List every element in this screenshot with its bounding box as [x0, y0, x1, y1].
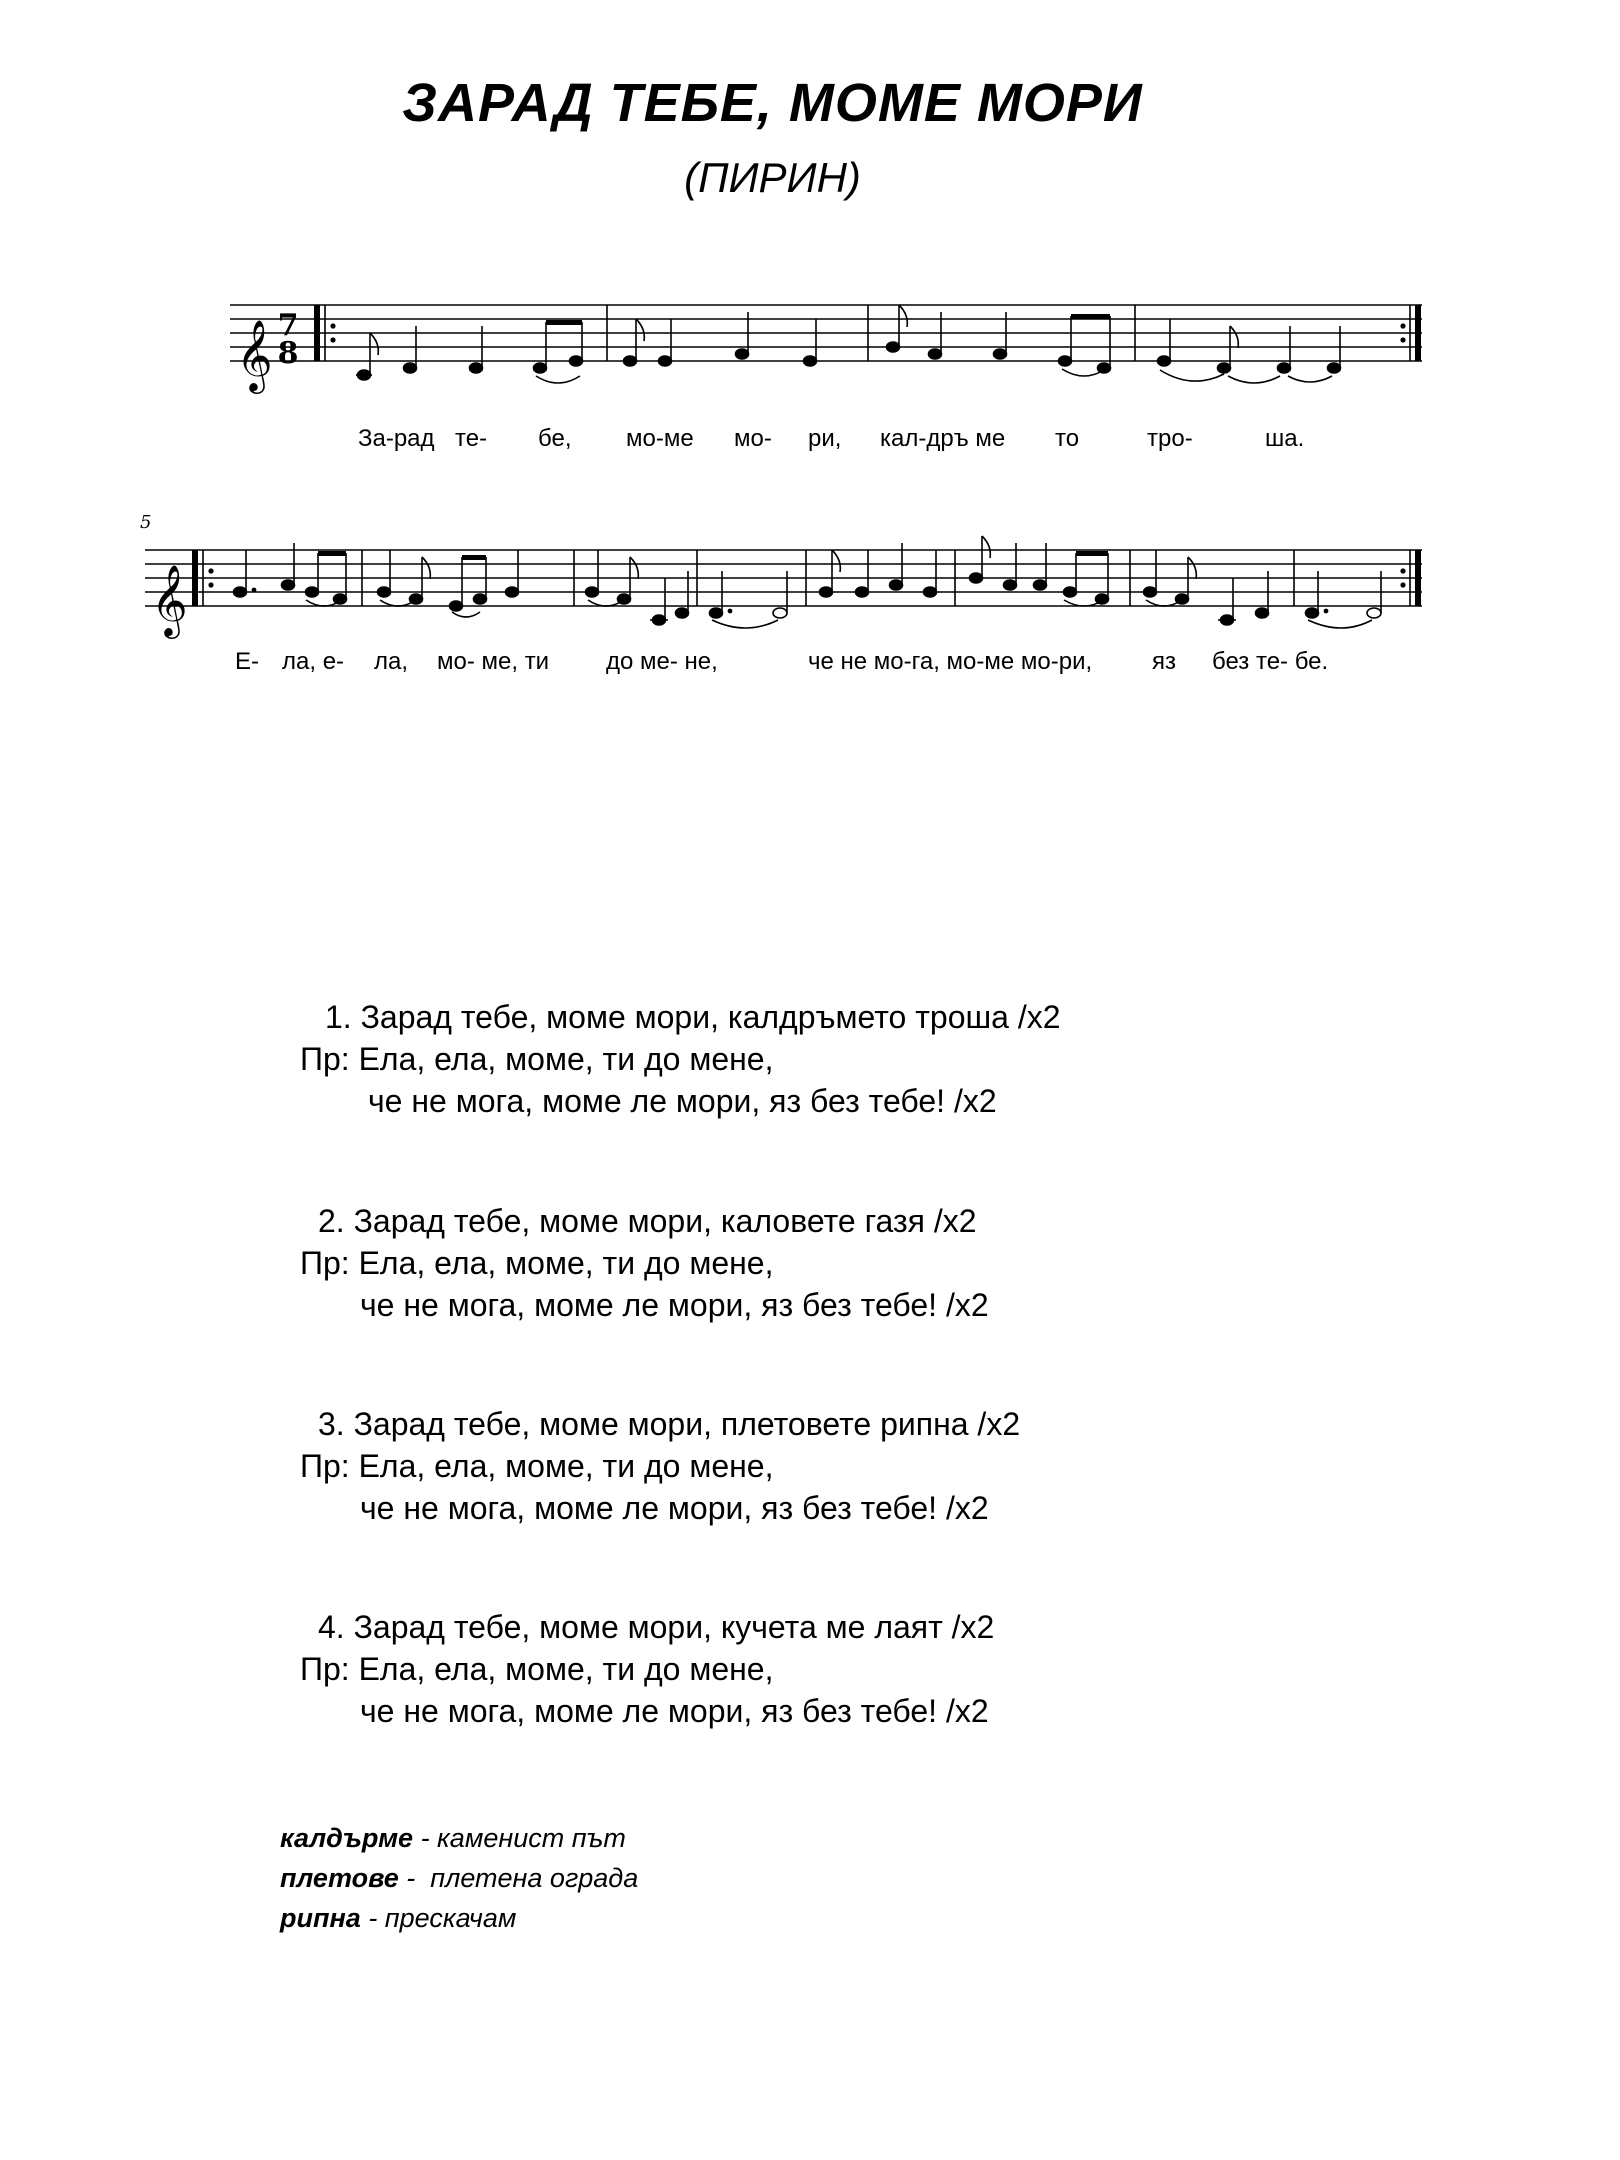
chorus-line: че не мога, моме ле мори, яз без тебе! /x2: [360, 1490, 989, 1526]
song-region: (ПИРИН): [684, 154, 861, 201]
glossary-term: калдърме: [280, 1823, 414, 1853]
lyric-syllable: те-: [455, 425, 488, 452]
lyric-syllable: мо- ме, ти: [437, 648, 550, 675]
lyric-syllable: кал-дръ ме: [880, 425, 1006, 452]
time-signature-top: 7: [277, 308, 299, 343]
glossary-term: рипна: [280, 1903, 361, 1933]
chorus-line: Пр: Ела, ела, моме, ти до мене,: [300, 1041, 774, 1077]
lyric-syllable: то: [1055, 425, 1080, 452]
time-signature-bottom: 8: [277, 336, 299, 371]
lyric-syllable: ла,: [374, 648, 409, 675]
verse-line: 1. Зарад тебе, моме мори, калдръмето троша /x2: [325, 999, 1061, 1035]
glossary-entry: [280, 1898, 638, 1938]
lyric-syllable: мо-ме: [626, 425, 694, 452]
lyric-syllable: без те- бе.: [1212, 648, 1329, 675]
verse-line: 4. Зарад тебе, моме мори, кучета ме лаят /x2: [318, 1609, 995, 1645]
notes-system-1: [356, 305, 1341, 383]
glossary-definition: - плетена ограда: [398, 1863, 639, 1893]
lyric-syllable: мо-: [734, 425, 772, 452]
lyric-syllable: ри,: [808, 425, 842, 452]
glossary-definition: - прескачам: [360, 1903, 517, 1933]
lyric-syllable: ла, е-: [282, 648, 345, 675]
glossary-entry: [280, 1858, 638, 1898]
lyric-syllable: Е-: [235, 648, 259, 675]
lyric-syllable: че не мо-га, мо-ме мо-ри,: [808, 648, 1093, 675]
lyric-syllable: бе,: [538, 425, 572, 452]
chorus-line: Пр: Ела, ела, моме, ти до мене,: [300, 1448, 774, 1484]
treble-clef-icon: 𝄞: [151, 563, 188, 636]
lyric-syllable: яз: [1152, 648, 1176, 675]
lyric-syllable: до ме- не,: [606, 648, 718, 675]
verse-3: [300, 1403, 1020, 1529]
glossary-entry: [280, 1818, 638, 1858]
staff-system-1: [230, 305, 1422, 361]
verse-2: [300, 1200, 989, 1326]
verse-line: 3. Зарад тебе, моме мори, плетовете рипна /x2: [318, 1406, 1021, 1442]
verse-line: 2. Зарад тебе, моме мори, каловете газя /x2: [318, 1203, 977, 1239]
verse-1: [300, 996, 1061, 1122]
glossary: [280, 1818, 638, 1938]
music-score: [0, 0, 1620, 720]
verse-4: [300, 1606, 994, 1732]
lyric-syllable: За-рад: [358, 425, 435, 452]
chorus-line: че не мога, моме ле мори, яз без тебе! /x2: [360, 1287, 989, 1323]
glossary-definition: - каменист път: [413, 1823, 626, 1853]
glossary-term: плетове: [280, 1863, 399, 1893]
chorus-line: че не мога, моме ле мори, яз без тебе! /x2: [360, 1693, 989, 1729]
treble-clef-icon: 𝄞: [236, 318, 273, 391]
song-title: ЗАРАД ТЕБЕ, МОМЕ МОРИ: [402, 73, 1143, 133]
chorus-line: Пр: Ела, ела, моме, ти до мене,: [300, 1651, 774, 1687]
measure-number-5: 5: [140, 512, 152, 533]
chorus-line: че не мога, моме ле мори, яз без тебе! /x2: [368, 1083, 997, 1119]
lyric-syllable: тро-: [1147, 425, 1193, 452]
lyric-syllable: ша.: [1265, 425, 1305, 452]
chorus-line: Пр: Ела, ела, моме, ти до мене,: [300, 1245, 774, 1281]
